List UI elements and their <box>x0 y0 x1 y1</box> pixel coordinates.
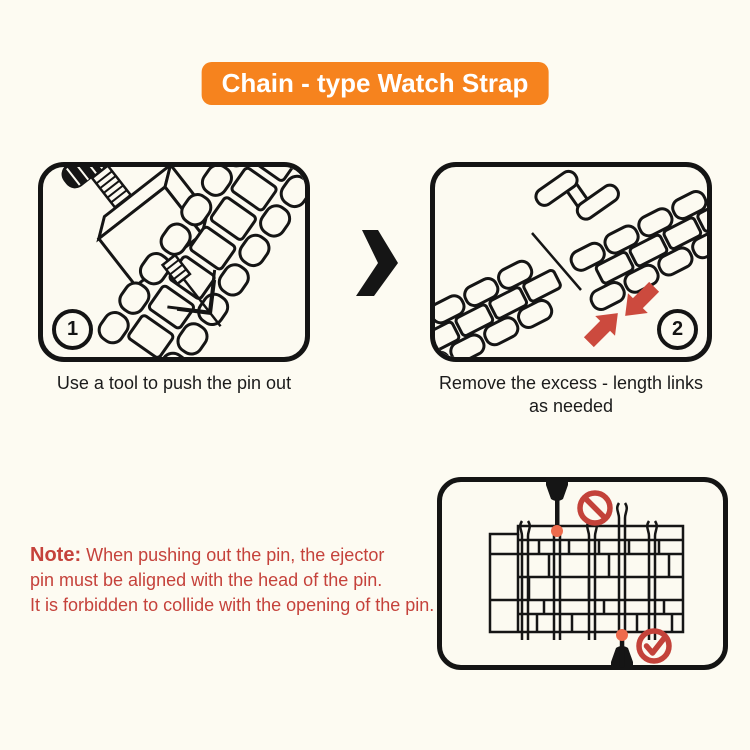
chevron-right-icon <box>350 230 400 298</box>
step1-illustration-panel <box>38 162 310 362</box>
ejector-tool-bottom <box>611 638 633 670</box>
note-line-2: pin must be aligned with the head of the pin. <box>30 570 383 590</box>
contact-dot-bottom <box>616 629 628 641</box>
step2-caption <box>418 372 724 418</box>
no-entry-icon <box>580 493 610 523</box>
note-line-1: When pushing out the pin, the ejector <box>86 545 385 565</box>
badge-step-2: 2 <box>657 309 698 350</box>
step2-caption-line1: Remove the excess - length links <box>438 373 704 393</box>
band-segment-left <box>435 250 572 357</box>
badge-step-1: 1 <box>52 309 93 350</box>
note-line-3: It is forbidden to collide with the opening of the pin. <box>30 595 435 615</box>
step1-caption: Use a tool to push the pin out <box>56 373 292 393</box>
step2-caption-line2: as needed <box>528 396 614 416</box>
note-label: Note: <box>30 544 82 566</box>
ejector-tool-top <box>546 477 568 527</box>
pin-alignment-panel <box>437 477 728 670</box>
step2-illustration-panel <box>430 162 712 362</box>
removed-link <box>533 167 622 237</box>
pin-alignment-diagram <box>437 477 728 670</box>
title-banner: Chain - type Watch Strap <box>202 62 549 105</box>
contact-dot-top <box>551 525 563 537</box>
note-text <box>30 543 470 618</box>
